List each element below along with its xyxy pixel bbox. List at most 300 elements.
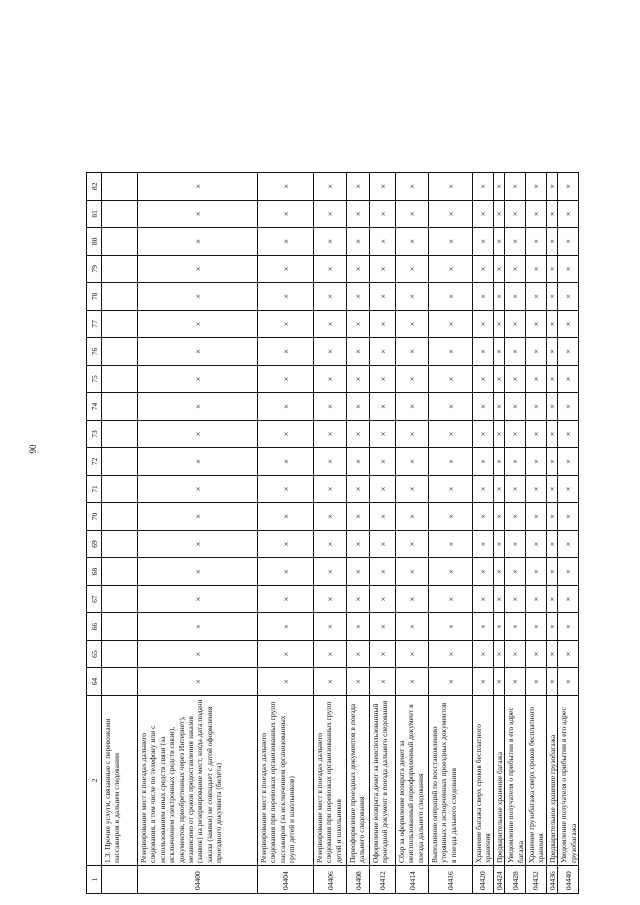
row-mark: ×: [347, 228, 370, 256]
section-empty-cell: [102, 503, 138, 531]
row-description: Уведомление получателя о прибытии в его адрес грузобагажа: [558, 695, 579, 865]
row-mark: ×: [473, 475, 494, 503]
row-mark: ×: [493, 365, 504, 393]
row-mark: ×: [347, 640, 370, 668]
services-table: [86, 172, 579, 894]
row-mark: ×: [558, 200, 579, 228]
row-mark: ×: [396, 613, 429, 641]
row-mark: ×: [429, 585, 473, 613]
header-col-1: 1: [87, 865, 102, 893]
row-code: 04404: [258, 865, 314, 893]
row-mark: ×: [493, 585, 504, 613]
row-code: 04436: [546, 865, 557, 893]
section-empty-cell: [102, 558, 138, 586]
row-mark: ×: [138, 640, 258, 668]
row-mark: ×: [138, 613, 258, 641]
row-mark: ×: [526, 200, 547, 228]
row-mark: ×: [546, 420, 557, 448]
row-mark: ×: [347, 503, 370, 531]
header-col-69: 69: [87, 530, 102, 558]
row-mark: ×: [526, 640, 547, 668]
row-code: 04424: [493, 865, 504, 893]
row-mark: ×: [396, 420, 429, 448]
header-col-70: 70: [87, 503, 102, 531]
row-mark: ×: [493, 503, 504, 531]
row-mark: ×: [258, 640, 314, 668]
row-mark: ×: [493, 283, 504, 311]
row-mark: ×: [526, 530, 547, 558]
row-mark: ×: [429, 228, 473, 256]
row-mark: ×: [258, 613, 314, 641]
row-code: 04400: [138, 865, 258, 893]
row-mark: ×: [138, 530, 258, 558]
row-mark: ×: [473, 338, 494, 366]
row-mark: ×: [505, 173, 526, 201]
row-mark: ×: [258, 420, 314, 448]
row-mark: ×: [505, 475, 526, 503]
row-mark: ×: [526, 255, 547, 283]
row-mark: ×: [314, 310, 347, 338]
row-mark: ×: [347, 310, 370, 338]
row-mark: ×: [258, 228, 314, 256]
row-mark: ×: [138, 228, 258, 256]
row-mark: ×: [258, 338, 314, 366]
row-mark: ×: [396, 585, 429, 613]
header-col-66: 66: [87, 613, 102, 641]
section-empty-cell: [102, 640, 138, 668]
row-mark: ×: [314, 173, 347, 201]
table-row: [396, 173, 429, 894]
row-mark: ×: [138, 338, 258, 366]
row-description: Резервирование мест в поездах дальнего следования при перевозках организованных групп пассажиров (за исключением организованных групп детей и школьников): [258, 695, 314, 865]
header-col-75: 75: [87, 365, 102, 393]
row-mark: ×: [473, 558, 494, 586]
row-mark: ×: [314, 228, 347, 256]
row-description: Оформление возврата денег за неиспользованный проездной документ в поезда дальнего следования: [370, 695, 396, 865]
section-empty-cell: [102, 173, 138, 201]
row-mark: ×: [493, 475, 504, 503]
row-mark: ×: [258, 530, 314, 558]
row-mark: ×: [473, 640, 494, 668]
row-mark: ×: [505, 640, 526, 668]
header-col-67: 67: [87, 585, 102, 613]
row-mark: ×: [370, 173, 396, 201]
row-mark: ×: [526, 503, 547, 531]
row-mark: ×: [138, 310, 258, 338]
row-mark: ×: [370, 558, 396, 586]
row-mark: ×: [314, 283, 347, 311]
row-mark: ×: [429, 365, 473, 393]
row-mark: ×: [505, 338, 526, 366]
row-mark: ×: [258, 558, 314, 586]
row-mark: ×: [396, 530, 429, 558]
row-mark: ×: [370, 255, 396, 283]
row-mark: ×: [138, 393, 258, 421]
section-empty-cell: [102, 283, 138, 311]
row-mark: ×: [558, 420, 579, 448]
row-mark: ×: [314, 503, 347, 531]
row-mark: ×: [347, 283, 370, 311]
row-mark: ×: [138, 173, 258, 201]
row-mark: ×: [314, 393, 347, 421]
row-mark: ×: [258, 503, 314, 531]
row-mark: ×: [314, 365, 347, 393]
row-mark: ×: [370, 503, 396, 531]
row-mark: ×: [493, 420, 504, 448]
row-mark: ×: [138, 283, 258, 311]
row-mark: ×: [546, 173, 557, 201]
row-mark: ×: [493, 173, 504, 201]
row-description: Предварительное хранение грузобагажа: [546, 695, 557, 865]
row-code: 04414: [396, 865, 429, 893]
row-mark: ×: [396, 448, 429, 476]
row-mark: ×: [505, 585, 526, 613]
row-mark: ×: [429, 338, 473, 366]
row-mark: ×: [314, 475, 347, 503]
section-empty-cell: [102, 200, 138, 228]
row-mark: ×: [493, 310, 504, 338]
row-mark: ×: [558, 338, 579, 366]
row-mark: ×: [473, 503, 494, 531]
row-mark: ×: [314, 448, 347, 476]
row-mark: ×: [429, 255, 473, 283]
row-mark: ×: [473, 228, 494, 256]
table-row: [347, 173, 370, 894]
row-mark: ×: [526, 585, 547, 613]
row-mark: ×: [347, 530, 370, 558]
row-mark: ×: [546, 228, 557, 256]
row-mark: ×: [493, 448, 504, 476]
row-mark: ×: [493, 668, 504, 696]
row-mark: ×: [473, 585, 494, 613]
section-empty-cell: [102, 255, 138, 283]
section-empty-cell: [102, 310, 138, 338]
row-mark: ×: [473, 420, 494, 448]
section-row: [102, 173, 138, 894]
row-mark: ×: [558, 393, 579, 421]
row-mark: ×: [546, 668, 557, 696]
row-mark: ×: [138, 668, 258, 696]
row-mark: ×: [258, 173, 314, 201]
section-empty-cell: [102, 668, 138, 696]
table-row: [473, 173, 494, 894]
row-mark: ×: [546, 475, 557, 503]
table-row: [138, 173, 258, 894]
row-mark: ×: [138, 365, 258, 393]
row-mark: ×: [370, 338, 396, 366]
row-code: 04428: [505, 865, 526, 893]
row-mark: ×: [546, 558, 557, 586]
row-mark: ×: [258, 200, 314, 228]
rotated-table: [86, 172, 592, 894]
row-mark: ×: [314, 200, 347, 228]
row-mark: ×: [505, 420, 526, 448]
row-mark: ×: [314, 255, 347, 283]
section-empty-cell: [102, 420, 138, 448]
row-mark: ×: [473, 448, 494, 476]
row-mark: ×: [505, 200, 526, 228]
row-description: Предварительное хранение багажа: [493, 695, 504, 865]
section-empty-cell: [102, 228, 138, 256]
row-mark: ×: [370, 668, 396, 696]
row-mark: ×: [558, 228, 579, 256]
section-empty-cell: [102, 475, 138, 503]
row-mark: ×: [493, 255, 504, 283]
section-empty-cell: [102, 530, 138, 558]
page-number: 90: [28, 444, 38, 454]
row-code: 04408: [347, 865, 370, 893]
row-mark: ×: [526, 365, 547, 393]
row-description: Хранение багажа сверх сроков бесплатного хранения: [473, 695, 494, 865]
row-mark: ×: [558, 283, 579, 311]
row-mark: ×: [347, 338, 370, 366]
row-mark: ×: [473, 365, 494, 393]
row-mark: ×: [546, 448, 557, 476]
row-mark: ×: [370, 475, 396, 503]
row-description: Переоформление проездных документов в поезда дальнего следования: [347, 695, 370, 865]
row-mark: ×: [370, 365, 396, 393]
row-mark: ×: [558, 255, 579, 283]
row-mark: ×: [558, 173, 579, 201]
row-mark: ×: [526, 448, 547, 476]
header-col-68: 68: [87, 558, 102, 586]
row-mark: ×: [396, 558, 429, 586]
row-mark: ×: [347, 558, 370, 586]
row-mark: ×: [396, 255, 429, 283]
row-mark: ×: [314, 668, 347, 696]
row-mark: ×: [347, 173, 370, 201]
row-mark: ×: [138, 475, 258, 503]
row-mark: ×: [505, 365, 526, 393]
row-mark: ×: [347, 475, 370, 503]
row-mark: ×: [526, 310, 547, 338]
row-mark: ×: [473, 310, 494, 338]
row-mark: ×: [526, 338, 547, 366]
header-col-78: 78: [87, 283, 102, 311]
row-mark: ×: [370, 420, 396, 448]
row-mark: ×: [314, 585, 347, 613]
row-code: 04440: [558, 865, 579, 893]
row-mark: ×: [558, 475, 579, 503]
header-col-71: 71: [87, 475, 102, 503]
row-mark: ×: [314, 613, 347, 641]
header-col-64: 64: [87, 668, 102, 696]
row-mark: ×: [258, 585, 314, 613]
row-mark: ×: [558, 365, 579, 393]
section-empty-cell: [102, 613, 138, 641]
row-mark: ×: [546, 530, 557, 558]
row-mark: ×: [473, 173, 494, 201]
row-mark: ×: [370, 613, 396, 641]
row-mark: ×: [347, 448, 370, 476]
row-mark: ×: [138, 503, 258, 531]
row-mark: ×: [429, 475, 473, 503]
row-mark: ×: [429, 640, 473, 668]
row-mark: ×: [558, 310, 579, 338]
row-mark: ×: [493, 200, 504, 228]
row-mark: ×: [396, 338, 429, 366]
row-mark: ×: [505, 283, 526, 311]
row-mark: ×: [505, 668, 526, 696]
row-mark: ×: [138, 420, 258, 448]
row-mark: ×: [396, 393, 429, 421]
section-empty-cell: [102, 393, 138, 421]
row-mark: ×: [258, 448, 314, 476]
row-mark: ×: [370, 393, 396, 421]
row-mark: ×: [370, 283, 396, 311]
header-col-73: 73: [87, 420, 102, 448]
header-col-77: 77: [87, 310, 102, 338]
row-mark: ×: [138, 558, 258, 586]
row-mark: ×: [138, 200, 258, 228]
row-mark: ×: [429, 558, 473, 586]
row-mark: ×: [473, 255, 494, 283]
row-mark: ×: [493, 228, 504, 256]
header-col-74: 74: [87, 393, 102, 421]
row-mark: ×: [546, 283, 557, 311]
row-mark: ×: [429, 668, 473, 696]
row-mark: ×: [546, 393, 557, 421]
row-mark: ×: [558, 558, 579, 586]
table-body: [87, 173, 579, 894]
row-mark: ×: [138, 255, 258, 283]
row-mark: ×: [429, 530, 473, 558]
row-mark: ×: [396, 365, 429, 393]
rotated-table-container: [86, 172, 592, 894]
row-mark: ×: [396, 173, 429, 201]
row-mark: ×: [370, 640, 396, 668]
table-row: [493, 173, 504, 894]
row-mark: ×: [258, 365, 314, 393]
row-mark: ×: [429, 200, 473, 228]
row-description: Выполнение операций по восстановлению утерянных и испорченных проездных документов в поезда дальнего следования: [429, 695, 473, 865]
row-mark: ×: [546, 310, 557, 338]
row-mark: ×: [505, 503, 526, 531]
row-mark: ×: [396, 283, 429, 311]
row-mark: ×: [396, 475, 429, 503]
section-empty-cell: [102, 585, 138, 613]
section-empty-cell: [102, 448, 138, 476]
header-col-81: 81: [87, 200, 102, 228]
row-mark: ×: [493, 613, 504, 641]
row-mark: ×: [546, 200, 557, 228]
row-description: Уведомление получателя о прибытии в его адрес багажа: [505, 695, 526, 865]
row-mark: ×: [505, 228, 526, 256]
table-row: [314, 173, 347, 894]
row-mark: ×: [505, 448, 526, 476]
row-mark: ×: [370, 585, 396, 613]
row-mark: ×: [429, 503, 473, 531]
header-col-72: 72: [87, 448, 102, 476]
row-mark: ×: [258, 255, 314, 283]
table-row: [558, 173, 579, 894]
row-mark: ×: [505, 530, 526, 558]
row-code: 04406: [314, 865, 347, 893]
header-col-80: 80: [87, 228, 102, 256]
row-mark: ×: [526, 613, 547, 641]
row-mark: ×: [314, 558, 347, 586]
row-description: Хранение грузобагажа сверх сроков бесплатного хранения: [526, 695, 547, 865]
row-mark: ×: [396, 228, 429, 256]
row-mark: ×: [505, 255, 526, 283]
row-mark: ×: [526, 420, 547, 448]
row-mark: ×: [505, 613, 526, 641]
row-mark: ×: [546, 255, 557, 283]
row-mark: ×: [429, 420, 473, 448]
row-description: Сбор за оформление возврата денег за неиспользованный переоформленный документ в поезда дальнего следования: [396, 695, 429, 865]
row-mark: ×: [546, 503, 557, 531]
row-mark: ×: [138, 448, 258, 476]
row-mark: ×: [370, 530, 396, 558]
row-mark: ×: [546, 338, 557, 366]
row-mark: ×: [546, 585, 557, 613]
row-mark: ×: [258, 668, 314, 696]
row-mark: ×: [526, 283, 547, 311]
row-mark: ×: [473, 393, 494, 421]
row-mark: ×: [347, 255, 370, 283]
row-mark: ×: [396, 640, 429, 668]
row-mark: ×: [347, 365, 370, 393]
row-mark: ×: [370, 448, 396, 476]
row-mark: ×: [473, 200, 494, 228]
row-mark: ×: [396, 503, 429, 531]
row-mark: ×: [558, 668, 579, 696]
row-mark: ×: [526, 668, 547, 696]
row-mark: ×: [473, 530, 494, 558]
row-mark: ×: [314, 338, 347, 366]
row-mark: ×: [347, 200, 370, 228]
row-mark: ×: [347, 393, 370, 421]
header-col-79: 79: [87, 255, 102, 283]
row-mark: ×: [546, 365, 557, 393]
row-mark: ×: [493, 530, 504, 558]
row-mark: ×: [138, 585, 258, 613]
row-mark: ×: [558, 640, 579, 668]
row-mark: ×: [546, 640, 557, 668]
table-row: [258, 173, 314, 894]
row-mark: ×: [526, 393, 547, 421]
row-mark: ×: [347, 585, 370, 613]
row-mark: ×: [314, 530, 347, 558]
row-mark: ×: [258, 393, 314, 421]
row-mark: ×: [429, 613, 473, 641]
row-mark: ×: [558, 503, 579, 531]
table-row: [429, 173, 473, 894]
row-code: 04432: [526, 865, 547, 893]
row-code: 04420: [473, 865, 494, 893]
row-mark: ×: [429, 283, 473, 311]
row-mark: ×: [347, 613, 370, 641]
row-mark: ×: [347, 420, 370, 448]
row-mark: ×: [396, 200, 429, 228]
row-mark: ×: [546, 613, 557, 641]
row-mark: ×: [314, 640, 347, 668]
row-mark: ×: [493, 640, 504, 668]
section-empty-cell: [102, 338, 138, 366]
row-description: Резервирование мест в поездах дальнего следования при перевозках организованных групп детей и школьников: [314, 695, 347, 865]
section-code-cell: [102, 865, 138, 893]
row-mark: ×: [558, 613, 579, 641]
table-row: [526, 173, 547, 894]
row-mark: ×: [473, 283, 494, 311]
section-empty-cell: [102, 365, 138, 393]
row-mark: ×: [396, 310, 429, 338]
row-code: 04416: [429, 865, 473, 893]
row-mark: ×: [429, 393, 473, 421]
table-row: [546, 173, 557, 894]
row-mark: ×: [558, 448, 579, 476]
row-mark: ×: [526, 173, 547, 201]
